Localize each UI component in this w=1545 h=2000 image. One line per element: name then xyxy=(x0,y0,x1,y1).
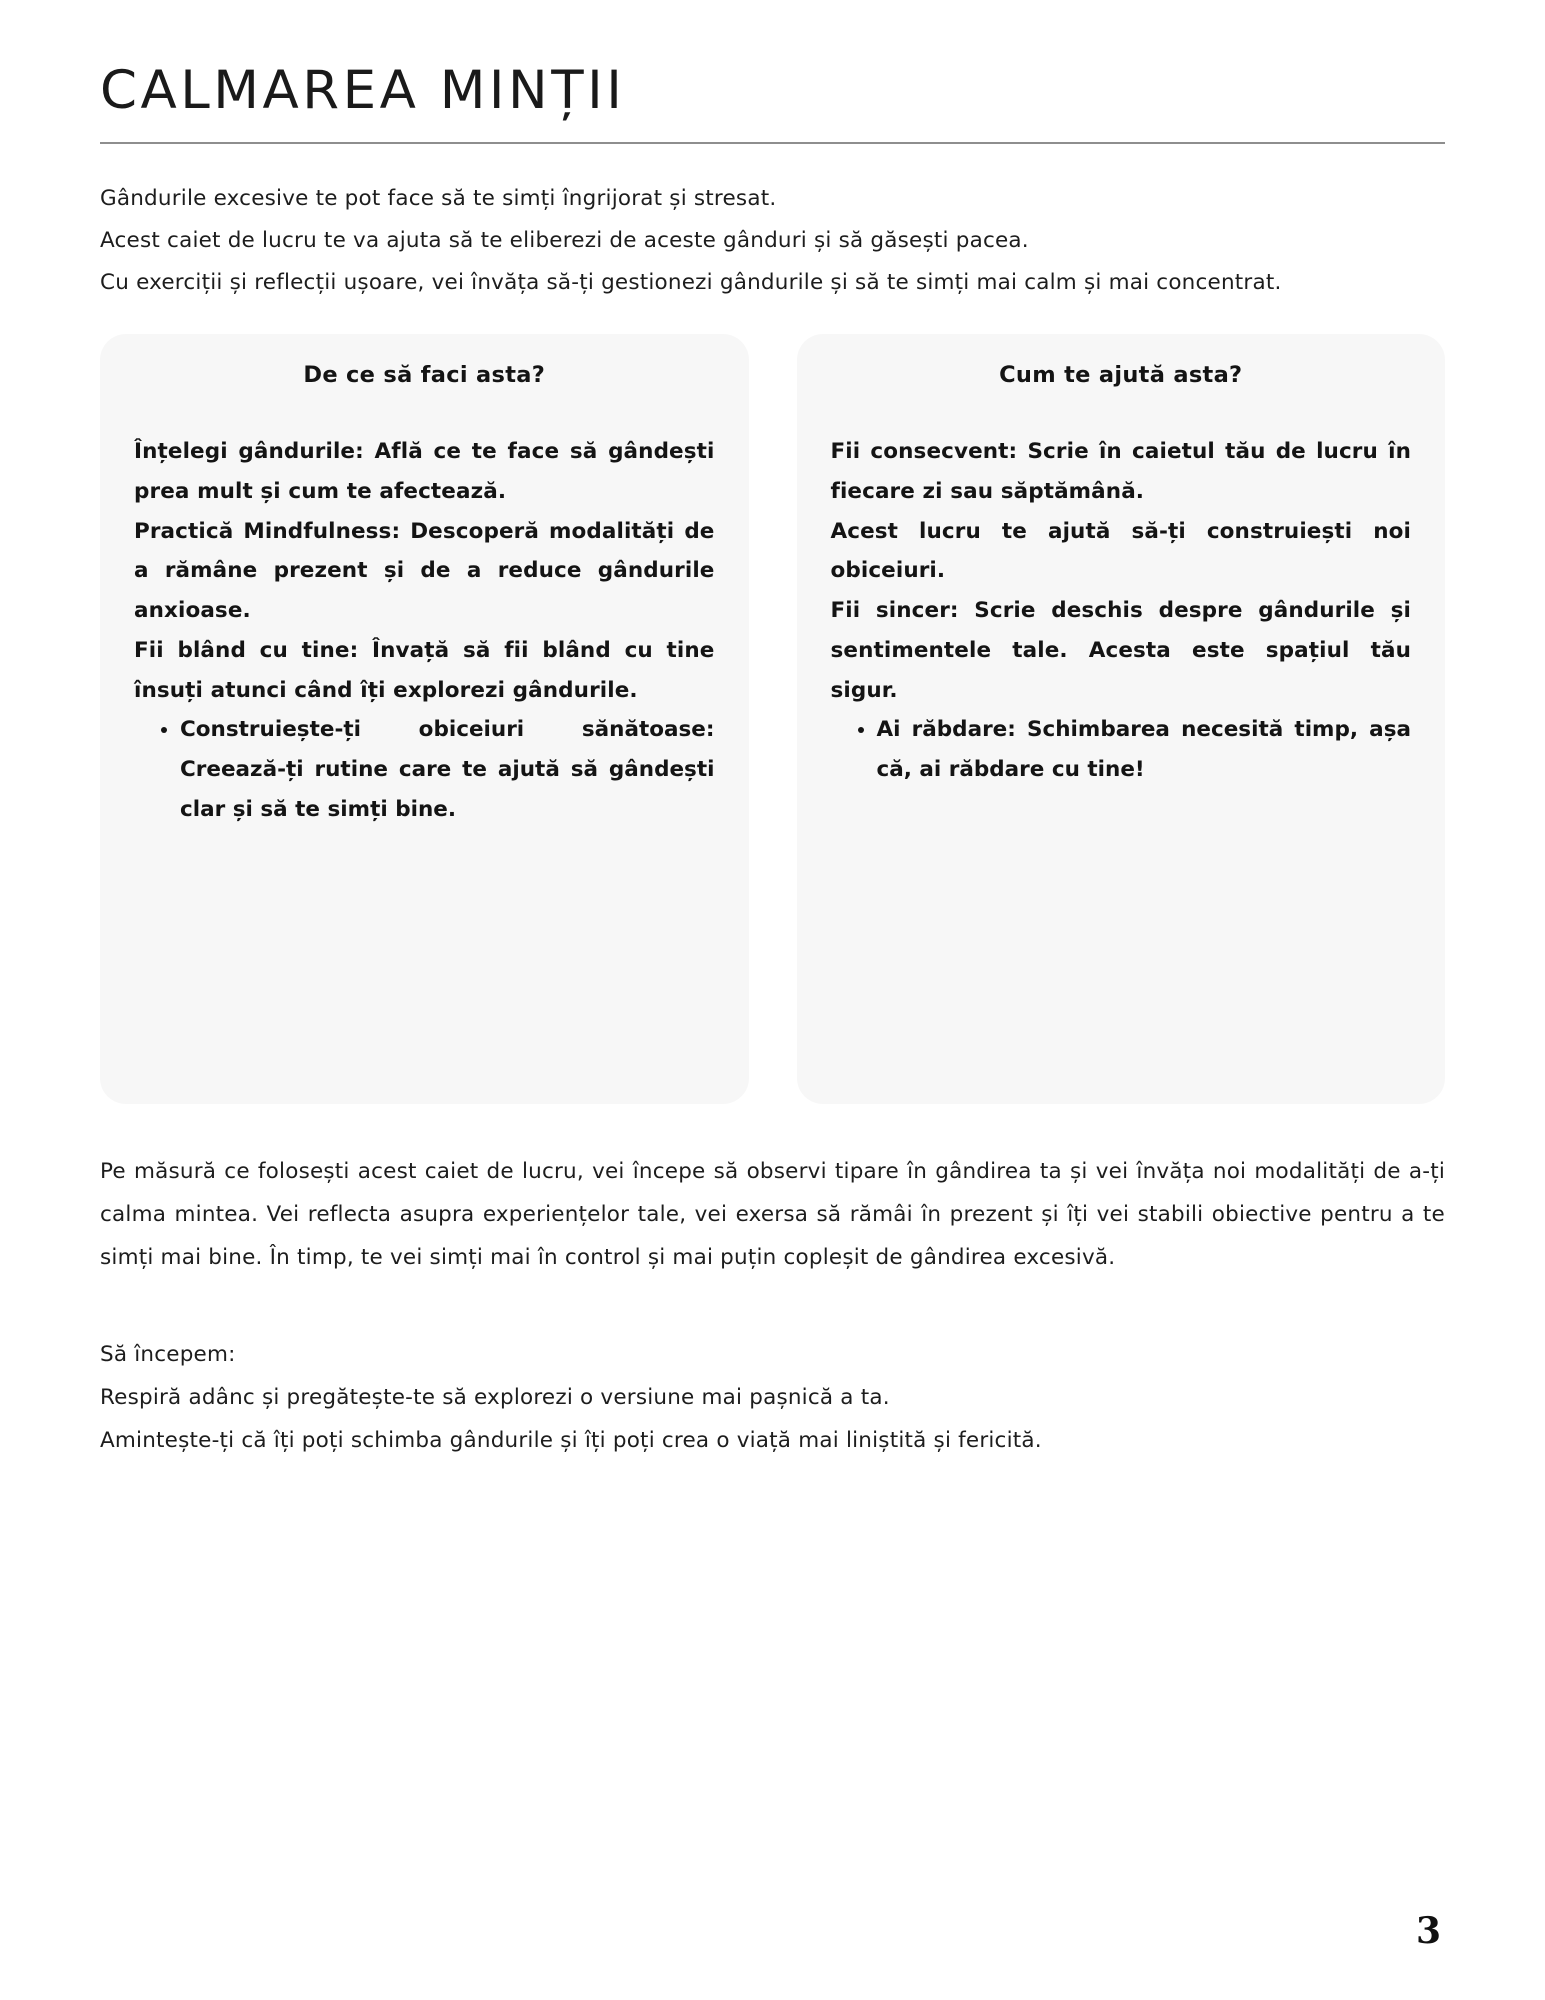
intro-line-2: Acest caiet de lucru te va ajuta să te eliberezi de aceste gânduri și să găsești pacea. xyxy=(100,228,1029,254)
card-how-paragraph-3: Fii sincer: Scrie deschis despre gândurile și sentimentele tale. Acesta este spațiul tău sigur. xyxy=(830,598,1411,703)
title-divider xyxy=(100,142,1445,144)
card-why-title: De ce să faci asta? xyxy=(303,362,546,389)
closing-section xyxy=(100,1333,1445,1462)
body-paragraph: Pe măsură ce folosești acest caiet de lucru, vei începe să observi tipare în gândirea ta și vei învăța noi modalități de a-ți calma mintea. Vei reflecta asupra experiențelor tale, vei exersa să rămâi în prezent și îți vei stabili obiective pentru a te simți mai bine. În timp, te vei simți mai în control și mai puțin copleșit de gândirea excesivă. xyxy=(100,1159,1445,1271)
card-how xyxy=(797,334,1446,1104)
card-why-paragraph-1: Înțelegi gândurile: Află ce te face să gândești prea mult și cum te afectează. xyxy=(134,439,715,504)
intro-line-1: Gândurile excesive te pot face să te simți îngrijorat și stresat. xyxy=(100,186,777,212)
body-section xyxy=(100,1150,1445,1279)
card-why-paragraph-3: Fii blând cu tine: Învață să fii blând cu tine însuți atunci când îți explorezi gândurile. xyxy=(134,637,715,703)
card-how-paragraph-2: Acest lucru te ajută să-ți construiești noi obiceiuri. xyxy=(830,518,1411,584)
card-why-bullets xyxy=(134,710,715,829)
closing-line-1: Să începem: xyxy=(100,1342,236,1368)
cards-row xyxy=(100,334,1445,1104)
card-why xyxy=(100,334,749,1104)
list-item: • Ai răbdare: Schimbarea necesită timp, așa că, ai răbdare cu tine! xyxy=(877,710,1412,790)
page-number: 3 xyxy=(1415,1910,1441,1952)
card-how-title: Cum te ajută asta? xyxy=(999,362,1243,389)
closing-line-2: Respiră adânc și pregătește-te să explorezi o versiune mai pașnică a ta. xyxy=(100,1385,890,1411)
page-title: CALMAREA MINȚII xyxy=(100,60,626,121)
intro-line-3: Cu exerciții și reflecții ușoare, vei învăța să-ți gestionezi gândurile și să te simți mai calm și mai concentrat. xyxy=(100,270,1282,296)
closing-line-3: Amintește-ți că îți poți schimba gândurile și îți poți crea o viață mai liniștită și fericită. xyxy=(100,1428,1042,1454)
intro-section xyxy=(100,178,1445,304)
card-why-paragraph-2: Practică Mindfulness: Descoperă modalități de a rămâne prezent și de a reduce gândurile anxioase. xyxy=(134,518,715,624)
list-item: • Construiește-ți obiceiuri sănătoase: Creează-ți rutine care te ajută să gândești clar și să te simți bine. xyxy=(180,710,715,829)
card-how-bullets xyxy=(831,710,1412,790)
card-how-paragraph-1: Fii consecvent: Scrie în caietul tău de lucru în fiecare zi sau săptămână. xyxy=(830,439,1411,504)
